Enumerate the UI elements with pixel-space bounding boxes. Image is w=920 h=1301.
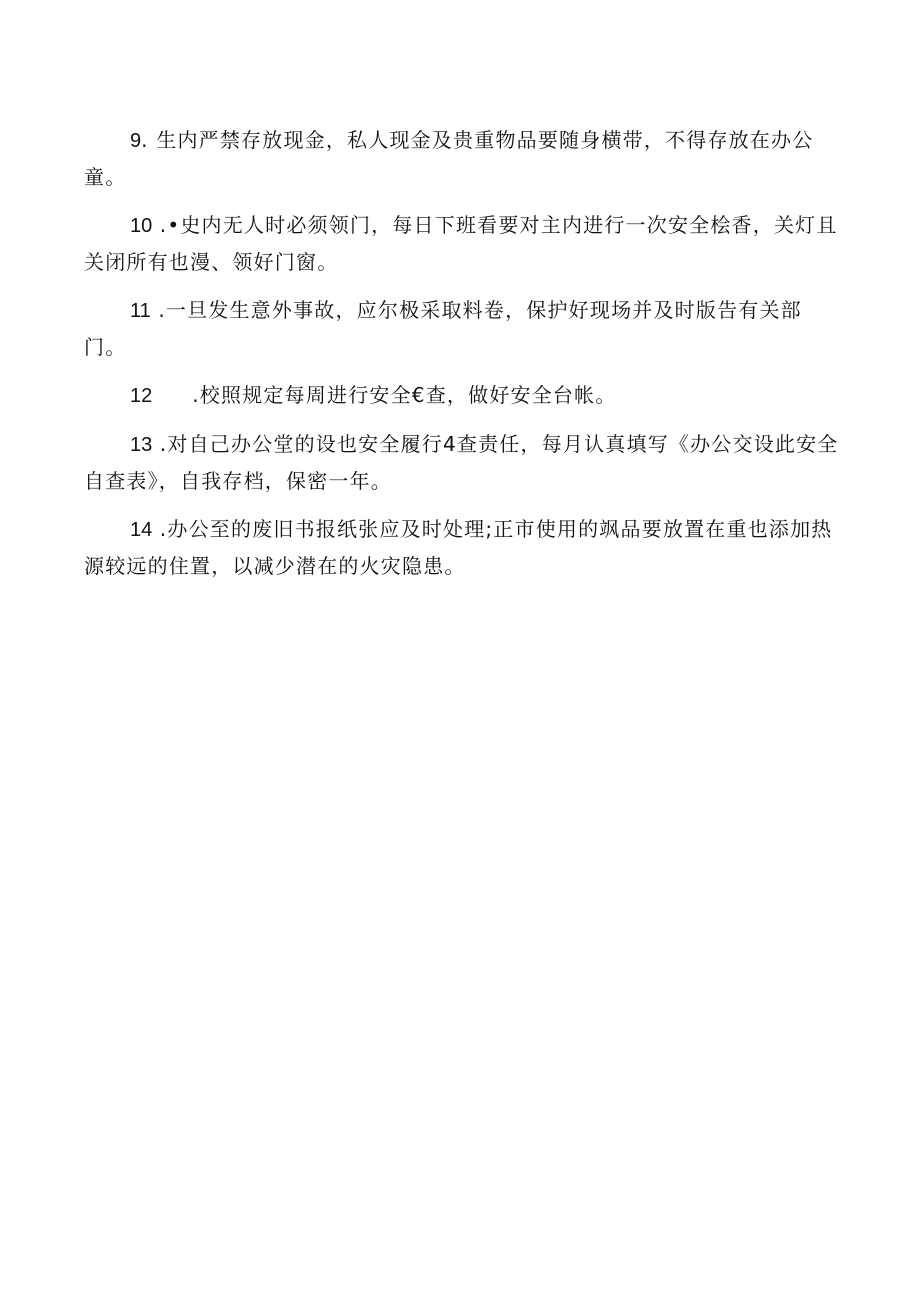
item-number: 12	[130, 385, 153, 407]
item-number: 14	[130, 519, 153, 541]
list-item-10	[84, 207, 840, 280]
list-item-9	[84, 122, 840, 195]
list-item-14	[84, 511, 840, 584]
item-number: 11	[130, 300, 151, 322]
list-item-11	[84, 292, 840, 365]
item-number: 13	[130, 434, 153, 456]
list-item-12	[84, 377, 840, 414]
document-body	[84, 122, 840, 596]
item-number: 9	[130, 130, 142, 152]
item-text: .校照规定每周进行安全€查，做好安全台帐。	[192, 383, 617, 407]
item-text: .对自己办公堂的设也安全履行4查责任，每月认真填写《办公交设此安全自查表》，自我存档，保密一年。	[84, 432, 839, 493]
list-item-13	[84, 426, 840, 499]
item-text: .•史内无人时必须领门，每日下班看要对主内进行一次安全桧香，关灯且关闭所有也漫、领好门窗。	[84, 213, 838, 274]
item-text: .一旦发生意外事故，应尔极采取料卷，保护好现场并及时版告有关部门。	[84, 298, 802, 359]
item-text: . 生内严禁存放现金，私人现金及贵重物品要随身横带，不得存放在办公童。	[84, 128, 814, 189]
item-text: .办公至的废旧书报纸张应及时处理;正市使用的飒品要放置在重也添加热源较远的住置，以减少潜在的火灾隐患。	[84, 517, 833, 578]
item-number: 10	[130, 215, 153, 237]
